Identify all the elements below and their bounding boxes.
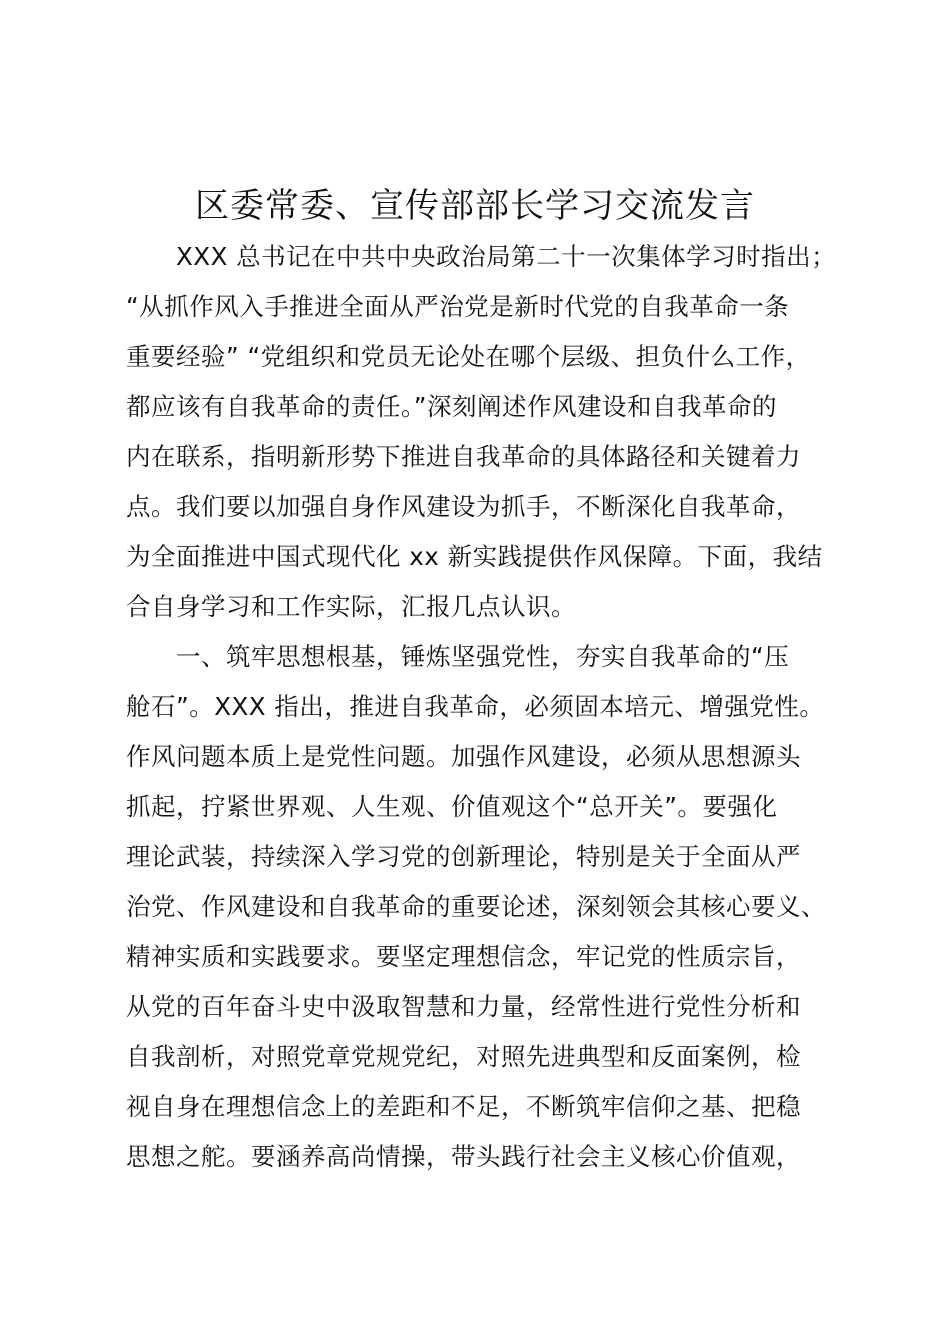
- paragraph-line: 精神实质和实践要求。要坚定理想信念，牢记党的性质宗旨，: [126, 942, 801, 971]
- paragraph-line: 为全面推进中国式现代化 xx 新实践提供作风保障。下面，我结: [126, 542, 823, 571]
- paragraph-line: 重要经验” “党组织和党员无论处在哪个层级、担负什么工作，: [126, 342, 811, 371]
- paragraph-line: “从抓作风入手推进全面从严治党是新时代党的自我革命一条: [126, 292, 790, 321]
- paragraph-line: 从党的百年奋斗史中汲取智慧和力量，经常性进行党性分析和: [126, 992, 801, 1021]
- section-heading-line: 一、筑牢思想根基，锤炼坚强党性，夯实自我革命的“压: [176, 642, 790, 671]
- paragraph-line: 合自身学习和工作实际，汇报几点认识。: [126, 592, 576, 621]
- paragraph-line: 作风问题本质上是党性问题。加强作风建设，必须从思想源头: [126, 742, 801, 771]
- paragraph-line: 理论武装，持续深入学习党的创新理论，特别是关于全面从严: [126, 842, 801, 871]
- paragraph-line: 视自身在理想信念上的差距和不足，不断筑牢信仰之基、把稳: [126, 1092, 801, 1121]
- paragraph-line: 点。我们要以加强自身作风建设为抓手，不断深化自我革命，: [126, 492, 801, 521]
- paragraph-line: 都应该有自我革命的责任。”深刻阐述作风建设和自我革命的: [126, 392, 777, 421]
- document-body: [126, 232, 838, 1182]
- paragraph-line: 自我剖析，对照党章党规党纪，对照先进典型和反面案例，检: [126, 1042, 801, 1071]
- paragraph-line: 内在联系，指明新形势下推进自我革命的具体路径和关键着力: [126, 442, 801, 471]
- paragraph-line: 舱石”。XXX 指出，推进自我革命，必须固本培元、增强党性。: [126, 692, 825, 721]
- paragraph-line: XXX 总书记在中共中央政治局第二十一次集体学习时指出；: [176, 242, 837, 271]
- paragraph-line: 思想之舵。要涵养高尚情操，带头践行社会主义核心价值观，: [126, 1142, 801, 1171]
- paragraph-line: 抓起，拧紧世界观、人生观、价值观这个“总开关”。要强化: [126, 792, 778, 821]
- document-title: 区委常委、宣传部部长学习交流发言: [195, 186, 755, 226]
- paragraph-line: 治党、作风建设和自我革命的重要论述，深刻领会其核心要义、: [126, 892, 826, 921]
